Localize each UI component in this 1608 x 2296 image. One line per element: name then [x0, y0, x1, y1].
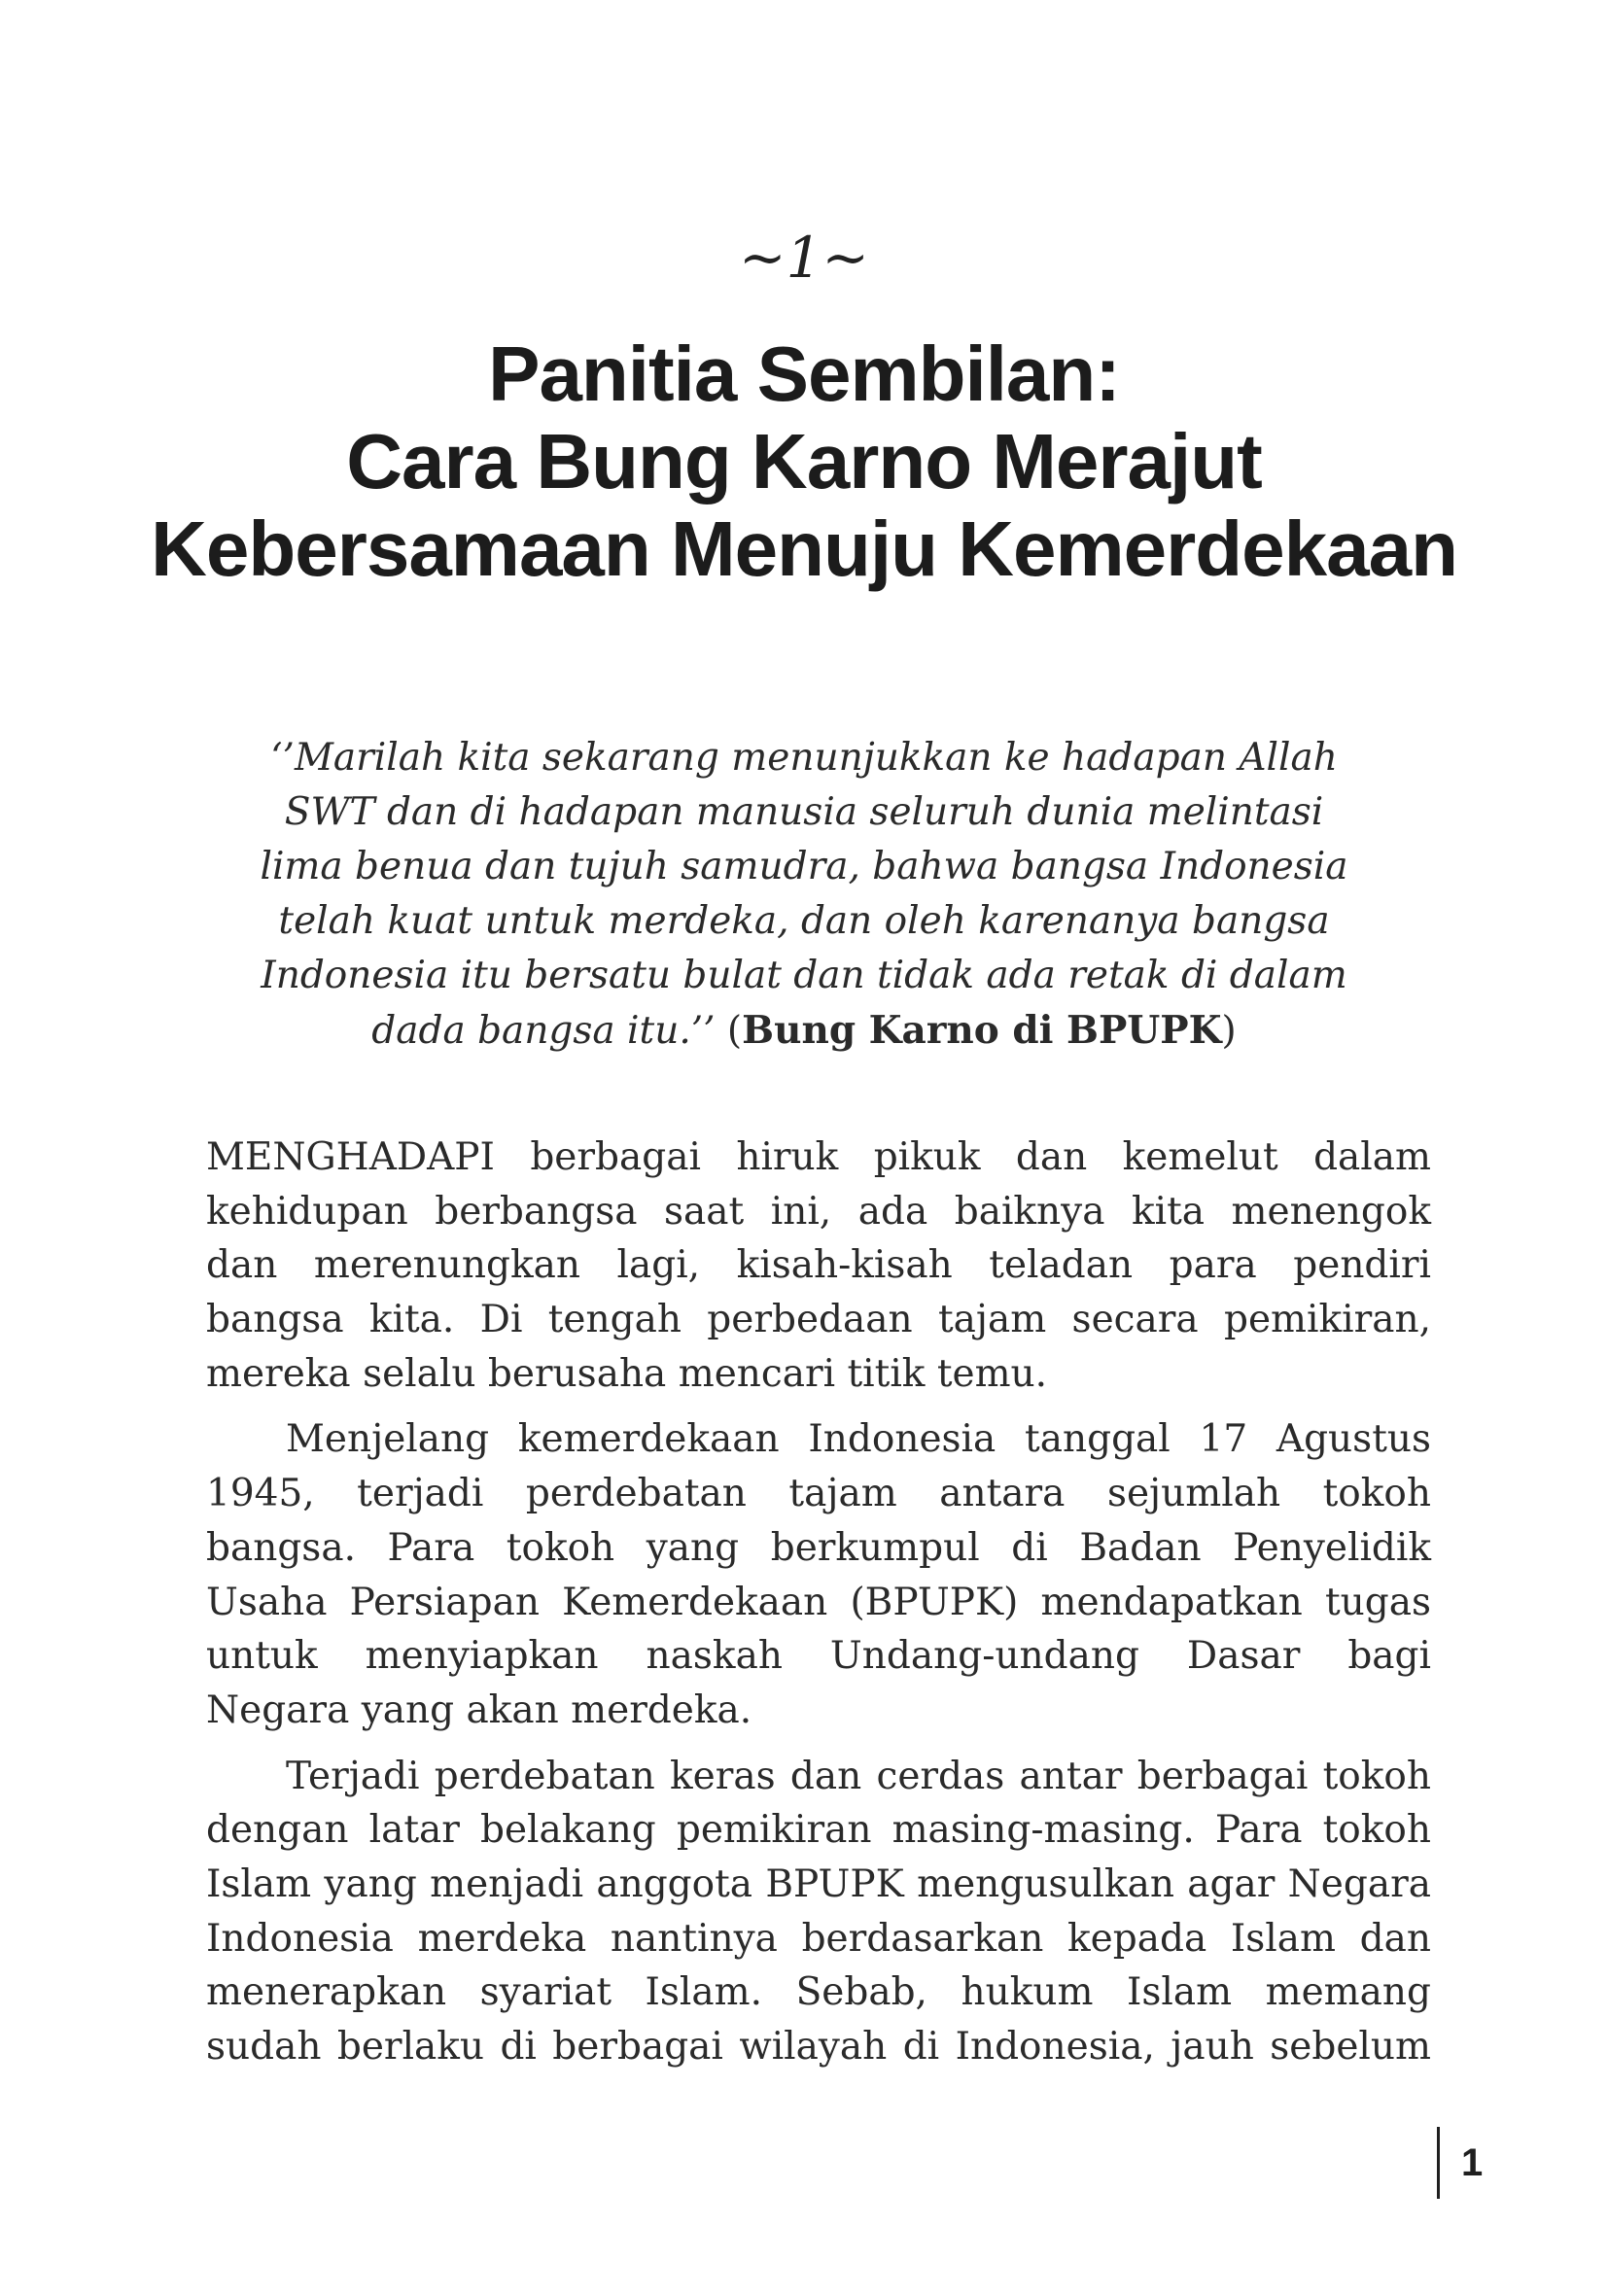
- attribution-source: Bung Karno di BPUPK: [742, 1008, 1222, 1053]
- epigraph-line: telah kuat untuk merdeka, dan oleh karenanya bangsa: [278, 899, 1330, 943]
- text-line: menerapkan syariat Islam. Sebab, hukum Islam memang: [206, 1970, 1431, 2015]
- paragraph-1: [206, 1131, 1431, 1401]
- text-line: bangsa. Para tokoh yang berkumpul di Badan Penyelidik: [206, 1525, 1431, 1570]
- text-line: Indonesia merdeka nantinya berdasarkan kepada Islam dan: [206, 1916, 1431, 1961]
- text-line: Menjelang kemerdekaan Indonesia tanggal 17 Agustus: [286, 1417, 1431, 1462]
- text-line: untuk menyiapkan naskah Undang-undang Dasar bagi: [206, 1634, 1431, 1679]
- text-line: Terjadi perdebatan keras dan cerdas antar berbagai tokoh: [286, 1754, 1431, 1798]
- text-line: kehidupan berbangsa saat ini, ada baiknya kita menengok: [206, 1189, 1431, 1234]
- text-line: Islam yang menjadi anggota BPUPK mengusulkan agar Negara: [206, 1861, 1431, 1906]
- text-line: MENGHADAPI berbagai hiruk pikuk dan kemelut dalam: [206, 1135, 1431, 1179]
- chapter-title-line-3: Kebersamaan Menuju Kemerdekaan: [151, 505, 1457, 592]
- epigraph-line: ‘’Marilah kita sekarang menunjukkan ke hadapan Allah: [270, 736, 1338, 780]
- attribution-close-paren: ): [1221, 1009, 1237, 1053]
- text-line: dengan latar belakang pemikiran masing-masing. Para tokoh: [206, 1808, 1431, 1853]
- chapter-number-mark: ~1~: [738, 225, 870, 291]
- text-line: Usaha Persiapan Kemerdekaan (BPUPK) mendapatkan tugas: [206, 1580, 1431, 1624]
- body-text: [206, 1131, 1431, 2086]
- text-line: 1945, terjadi perdebatan tajam antara sejumlah tokoh: [206, 1472, 1431, 1516]
- epigraph-line: SWT dan di hadapan manusia seluruh dunia melintasi: [284, 790, 1324, 834]
- epigraph-line: dada bangsa itu.’’: [371, 1009, 716, 1053]
- paragraph-2: [206, 1412, 1431, 1737]
- attribution-open-paren: (: [726, 1009, 743, 1053]
- text-line: mereka selalu berusaha mencari titik temu.: [206, 1351, 1048, 1396]
- text-line: sudah berlaku di berbagai wilayah di Indonesia, jauh sebelum: [206, 2025, 1431, 2069]
- text-line: bangsa kita. Di tengah perbedaan tajam secara pemikiran,: [206, 1298, 1431, 1342]
- page-footer: [1437, 2127, 1483, 2199]
- epigraph-last-line: [194, 1003, 1414, 1059]
- epigraph-line: Indonesia itu bersatu bulat dan tidak ada retak di dalam: [261, 954, 1347, 997]
- paragraph-3: [206, 1750, 1431, 2074]
- chapter-title-line-2: Cara Bung Karno Merajut: [346, 418, 1262, 504]
- chapter-title-line-1: Panitia Sembilan:: [488, 330, 1120, 417]
- epigraph-line: lima benua dan tujuh samudra, bahwa bangsa Indonesia: [260, 845, 1348, 888]
- epigraph-quote: [194, 731, 1414, 1059]
- epigraph-attribution: [727, 1009, 1237, 1053]
- text-line: dan merenungkan lagi, kisah-kisah teladan para pendiri: [206, 1243, 1431, 1288]
- page-number-divider: [1437, 2127, 1440, 2199]
- text-line: Negara yang akan merdeka.: [206, 1687, 752, 1732]
- page-number: 1: [1461, 2140, 1484, 2184]
- chapter-title: [136, 330, 1472, 593]
